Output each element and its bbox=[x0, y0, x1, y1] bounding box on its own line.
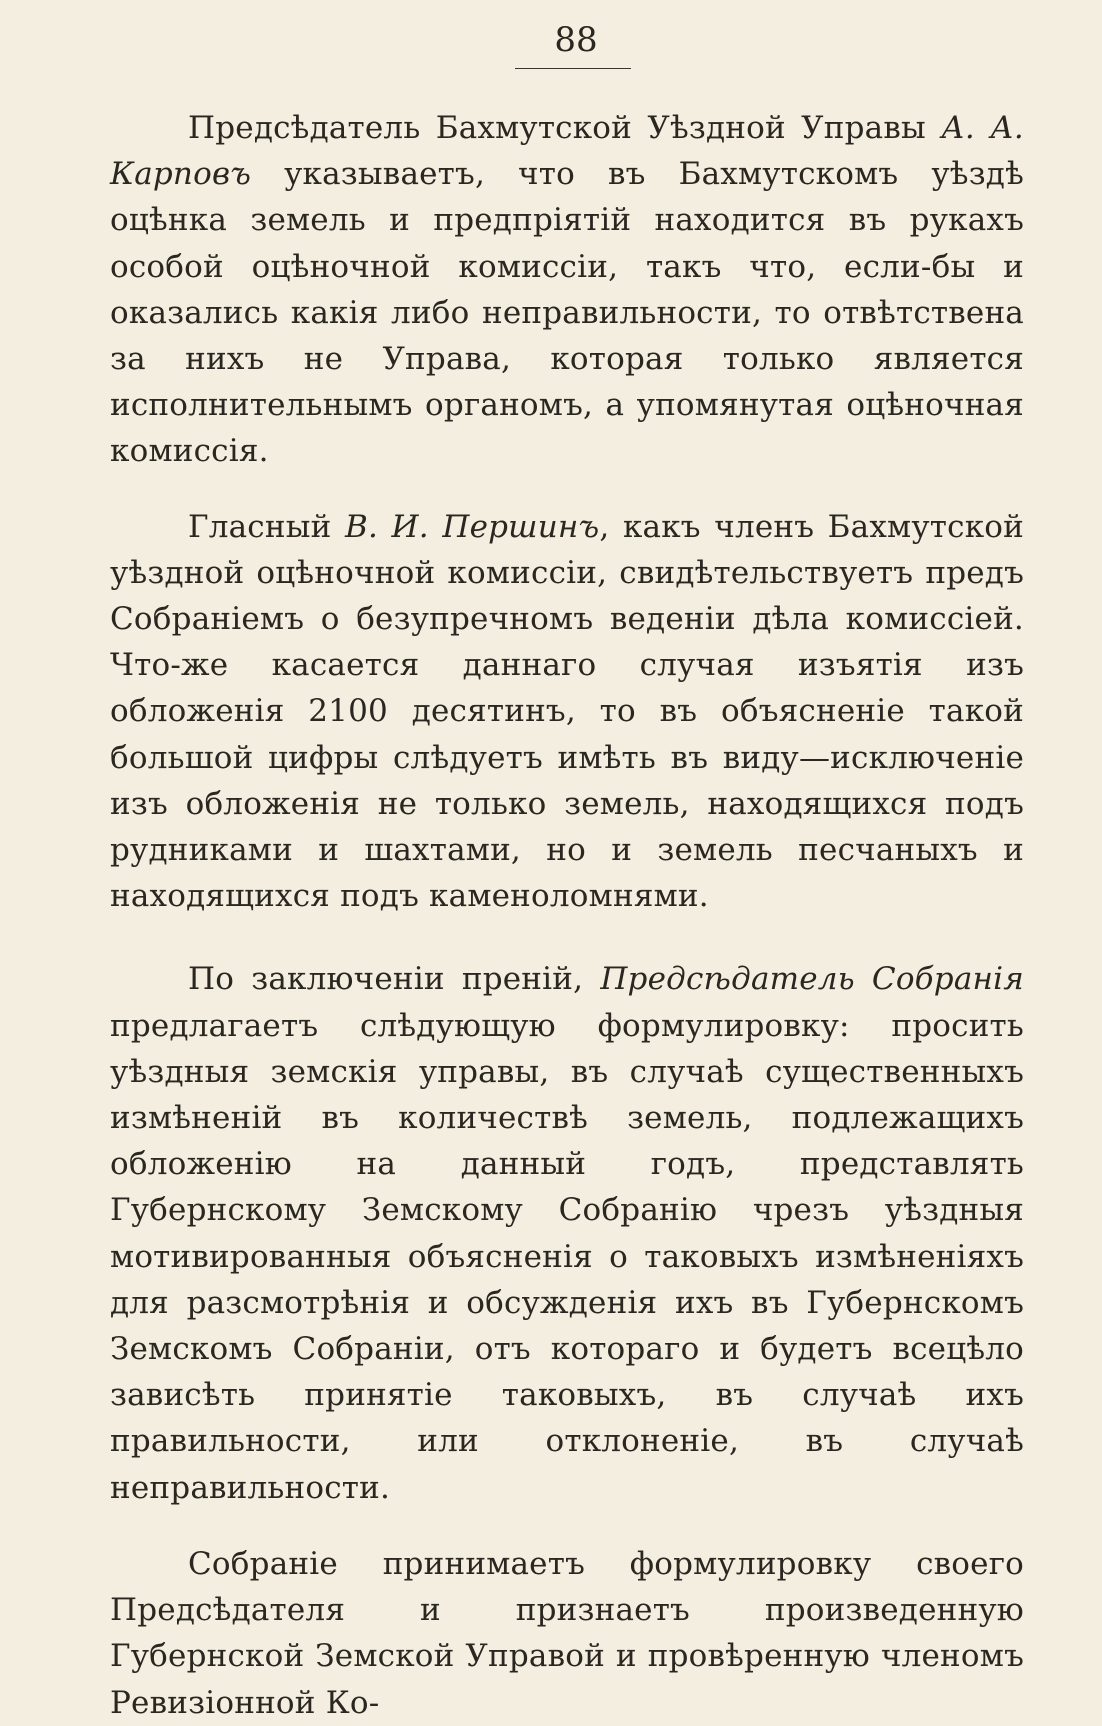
paragraph-assembly-decision bbox=[110, 1541, 1024, 1726]
speaker-name: Предсѣдатель Собранія bbox=[600, 961, 1024, 998]
paragraph-text: Предсѣдатель Бахмутской Уѣздной Управы bbox=[188, 110, 942, 146]
paragraph-pershin bbox=[110, 504, 1024, 920]
paragraph-text: По заключеніи преній, bbox=[188, 961, 601, 998]
paragraph-chairman-proposal bbox=[110, 956, 1024, 1510]
paragraph-text: предлагаетъ слѣдующую формулировку: просить уѣздныя земскія управы, въ случаѣ существенныхъ измѣненій въ количествѣ земель, подлежащихъ обложенію на данный годъ, представлять Губернскому Земскому Собранію чрезъ уѣздныя мотивированныя объясненія о таковыхъ измѣненіяхъ для разсмотрѣнія и обсужденія ихъ въ Губернскомъ Земскомъ Собраніи, отъ котораго и будетъ всецѣло зависѣть принятіе таковыхъ, въ случаѣ ихъ правильности, или отклоненіе, въ случаѣ неправильности. bbox=[110, 1007, 1024, 1506]
page-number: 88 bbox=[554, 20, 598, 60]
page-number-rule bbox=[515, 68, 631, 69]
paragraph-karpov bbox=[110, 105, 1024, 475]
paragraph-text: , какъ членъ Бахмутской уѣздной оцѣночной комиссіи, свидѣтельствуетъ предъ Собраніемъ о безупречномъ веденіи дѣла комиссіей. Что-же касается даннаго случая изъятія изъ обложенія 2100 десятинъ, то въ объясненіе такой большой цифры слѣдуетъ имѣть въ виду—исключеніе изъ обложенія не только земель, находящихся подъ рудниками и шахтами, но и земель песчаныхъ и находящихся подъ каменоломнями. bbox=[110, 508, 1024, 915]
paragraph-text: указываетъ, что въ Бахмутскомъ уѣздѣ оцѣнка земель и предпріятій находится въ рукахъ особой оцѣночной комиссіи, такъ что, если-бы и оказались какія либо неправильности, то отвѣтствена за нихъ не Управа, которая только является исполнительнымъ органомъ, а упомянутая оцѣночная комиссія. bbox=[110, 156, 1024, 470]
paragraph-text: Гласный bbox=[188, 508, 345, 545]
speaker-name: В. И. Першинъ bbox=[344, 508, 600, 545]
speaker-name: А. А. Карповъ bbox=[110, 110, 1024, 193]
paragraph-text: Собраніе принимаетъ формулировку своего Предсѣдателя и признаетъ произведенную Губернской Земской Управой и провѣренную членомъ Ревизіонной Ко- bbox=[110, 1545, 1024, 1721]
